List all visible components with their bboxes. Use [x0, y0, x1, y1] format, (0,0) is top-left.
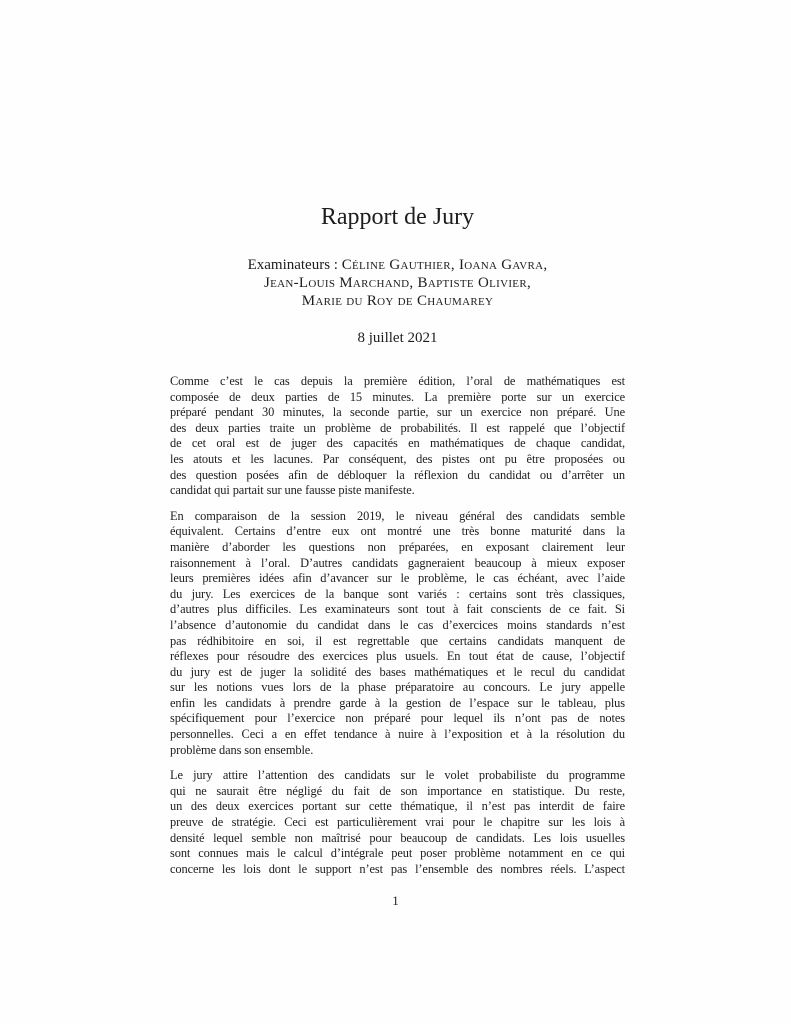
text-line: du jury. Les exercices de la banque sont variés : certains sont très classiques,: [170, 586, 625, 601]
document-date: 8 juillet 2021: [357, 330, 438, 346]
text-line: réflexes pour résoudre des exercices plus usuels. En tout état de cause, l’objectif: [170, 649, 625, 664]
text-line: du jury est de juger la solidité des bases mathématiques et le recul du candidat: [170, 664, 625, 679]
paragraph-3: [170, 768, 625, 877]
authors-block: [170, 256, 625, 310]
author-names-2: Jean-Louis Marchand, Baptiste Olivier,: [263, 275, 532, 291]
text-line: sur les notions vues lors de la phase préparatoire au concours. Le jury appelle: [170, 680, 625, 695]
text-line: En comparaison de la session 2019, le niveau général des candidats semble: [170, 508, 625, 523]
text-line: raisonnement à l’oral. D’autres candidats gagneraient beaucoup à mieux exposer: [170, 555, 625, 570]
text-line: concerne les lois dont le support n’est pas l’ensemble des nombres réels. L’aspect: [170, 861, 625, 876]
authors-line-2: [170, 274, 625, 292]
text-line: candidat qui partait sur une fausse piste manifeste.: [170, 483, 415, 498]
paragraph-2: [170, 509, 625, 759]
text-line: qui ne saurait être négligé du fait de son importance en statistique. Du reste,: [170, 783, 625, 798]
text-line: spécifiquement pour l’exercice non préparé pour lequel ils n’ont pas de notes: [170, 711, 625, 726]
text-line: préparé pendant 30 minutes, la seconde partie, sur un exercice non préparé. Une: [170, 405, 625, 420]
text-line: composée de deux parties de 15 minutes. La première porte sur un exercice: [170, 389, 625, 404]
authors-prefix: Examinateurs :: [247, 257, 342, 273]
text-line: les atouts et les lacunes. Par conséquent, des pistes ont pu être proposées ou: [170, 451, 625, 466]
text-line: leurs premières idées afin d’avancer sur le problème, le cas échéant, avec l’aide: [170, 571, 625, 586]
text-line: un des deux exercices portant sur cette thématique, il n’est pas interdit de faire: [170, 799, 625, 814]
text-line: de cet oral est de juger des capacités en mathématiques de chaque candidat,: [170, 436, 625, 451]
text-line: des question posées afin de débloquer la réflexion du candidat ou d’arrêter un: [170, 467, 625, 482]
text-line: équivalent. Certains d’entre eux ont montré une très bonne maturité dans la: [170, 524, 625, 539]
text-line: manière d’aborder les questions non préparées, en exposant clairement leur: [170, 539, 625, 554]
text-line: Le jury attire l’attention des candidats sur le volet probabiliste du programme: [170, 768, 625, 783]
text-line: personnelles. Ceci a en effet tendance à nuire à l’exposition et à la résolution du: [170, 727, 625, 742]
text-line: des deux parties traite un problème de probabilités. Il est rappelé que l’objectif: [170, 420, 625, 435]
text-line: l’absence d’autonomie du candidat dans le cas d’exercices moins standards n’est: [170, 617, 625, 632]
paragraph-1: [170, 374, 625, 499]
text-line: problème dans son ensemble.: [170, 742, 314, 757]
text-line: enfin les candidats à prendre garde à la gestion de l’espace sur le tableau, plus: [170, 695, 625, 710]
authors-line-3: [170, 292, 625, 310]
document-title: Rapport de Jury: [320, 204, 475, 230]
author-names-1: Céline Gauthier, Ioana Gavra,: [341, 257, 548, 273]
text-line: densité lequel semble non maîtrisé pour beaucoup de candidats. Les lois usuelles: [170, 830, 625, 845]
page-number: 1: [392, 893, 399, 908]
author-names-3: Marie du Roy de Chaumarey: [301, 293, 494, 309]
authors-line-1: [170, 256, 625, 274]
text-line: sont connues mais le calcul d’intégrale peut poser problème notamment en ce qui: [170, 846, 625, 861]
page-content: [170, 0, 625, 877]
text-line: pas rédhibitoire en soi, il est regrettable que certains candidats manquent de: [170, 633, 625, 648]
text-line: Comme c’est le cas depuis la première édition, l’oral de mathématiques est: [170, 374, 625, 388]
text-line: d’autres plus difficiles. Les examinateurs sont tout à fait conscients de ce fait. Si: [170, 602, 625, 617]
text-line: preuve de stratégie. Ceci est particulièrement vrai pour le chapitre sur les lois à: [170, 815, 625, 830]
